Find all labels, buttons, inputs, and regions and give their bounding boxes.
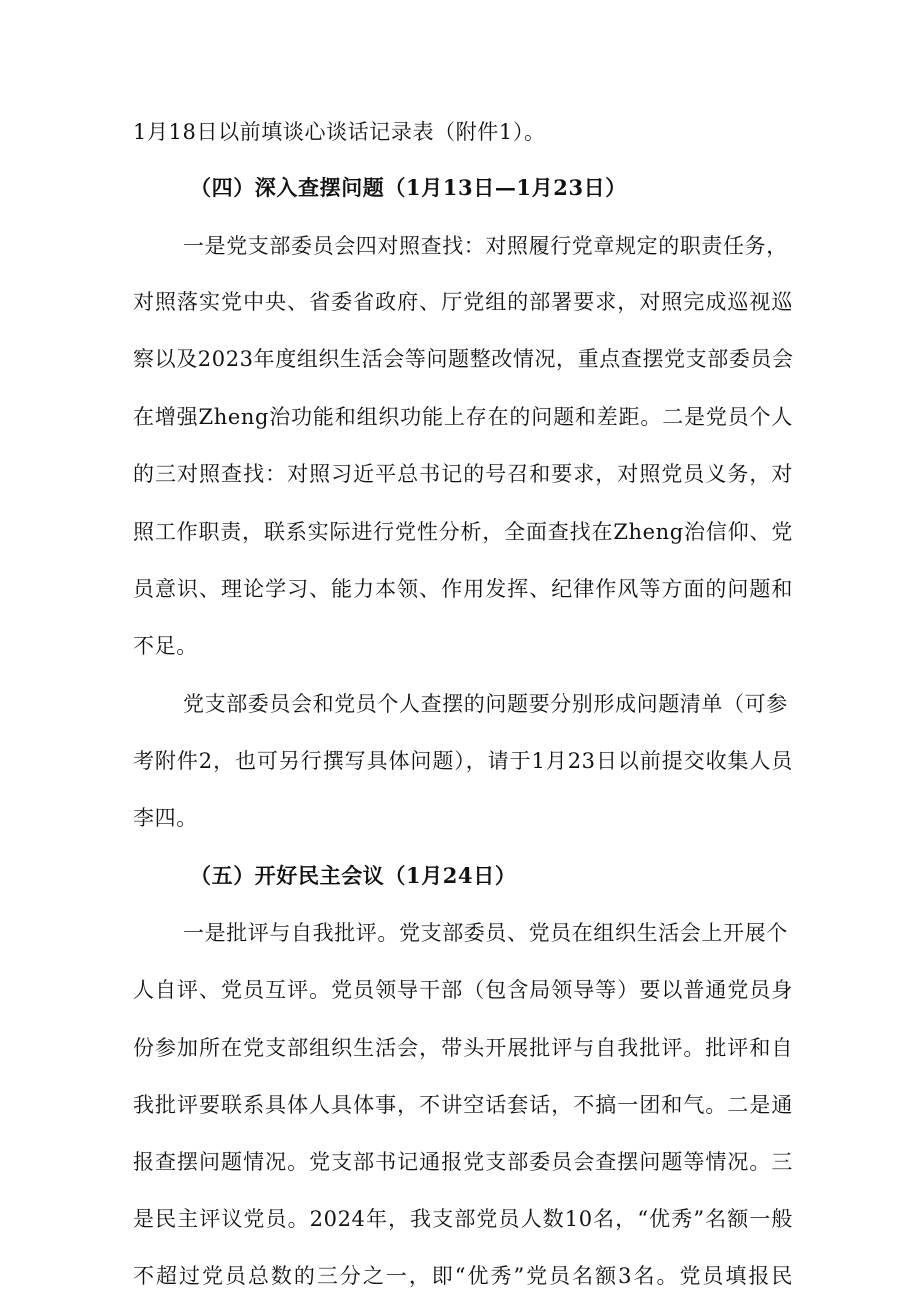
paragraph-line: 察以及2023年度组织生活会等问题整改情况，重点查摆党支部委员会 <box>133 347 794 371</box>
paragraph-line: 是民主评议党员。2024年，我支部党员人数10名，“优秀”名额一般 <box>133 1207 793 1231</box>
paragraph-line: 对照落实党中央、省委省政府、厅党组的部署要求，对照完成巡视巡 <box>133 290 793 314</box>
paragraph-line: 报查摆问题情况。党支部书记通报党支部委员会查摆问题等情况。三 <box>133 1150 793 1174</box>
paragraph-line: 考附件2，也可另行撰写具体问题），请于1月23日以前提交收集人员 <box>133 749 793 773</box>
paragraph-line: 人自评、党员互评。党员领导干部（包含局领导等）要以普通党员身 <box>133 978 793 1002</box>
paragraph-line: 员意识、理论学习、能力本领、作用发挥、纪律作风等方面的问题和 <box>133 577 793 601</box>
paragraph-line: 我批评要联系具体人具体事，不讲空话套话，不搞一团和气。二是通 <box>133 1093 793 1117</box>
paragraph-line: 不超过党员总数的三分之一，即“优秀”党员名额3名。党员填报民 <box>133 1264 793 1288</box>
paragraph-line: 照工作职责，联系实际进行党性分析，全面查找在Zheng治信仰、党 <box>133 520 793 544</box>
section-heading-four: （四）深入查摆问题（1月13日—1月23日） <box>190 175 627 200</box>
paragraph-line: 不足。 <box>133 634 198 658</box>
paragraph-line: 一是党支部委员会四对照查找：对照履行党章规定的职责任务， <box>183 234 788 258</box>
paragraph-line: 1月18日以前填谈心谈话记录表（附件1）。 <box>133 120 546 144</box>
section-heading-five: （五）开好民主会议（1月24日） <box>190 863 517 888</box>
paragraph-line: 李四。 <box>133 806 198 830</box>
paragraph-line: 份参加所在党支部组织生活会，带头开展批评与自我批评。批评和自 <box>133 1036 793 1060</box>
paragraph-line: 在增强Zheng治功能和组织功能上存在的问题和差距。二是党员个人 <box>133 405 793 429</box>
paragraph-line: 的三对照查找：对照习近平总书记的号召和要求，对照党员义务，对 <box>133 462 793 486</box>
paragraph-line: 党支部委员会和党员个人查摆的问题要分别形成问题清单（可参 <box>183 692 788 716</box>
paragraph-line: 一是批评与自我批评。党支部委员、党员在组织生活会上开展个 <box>183 921 788 945</box>
